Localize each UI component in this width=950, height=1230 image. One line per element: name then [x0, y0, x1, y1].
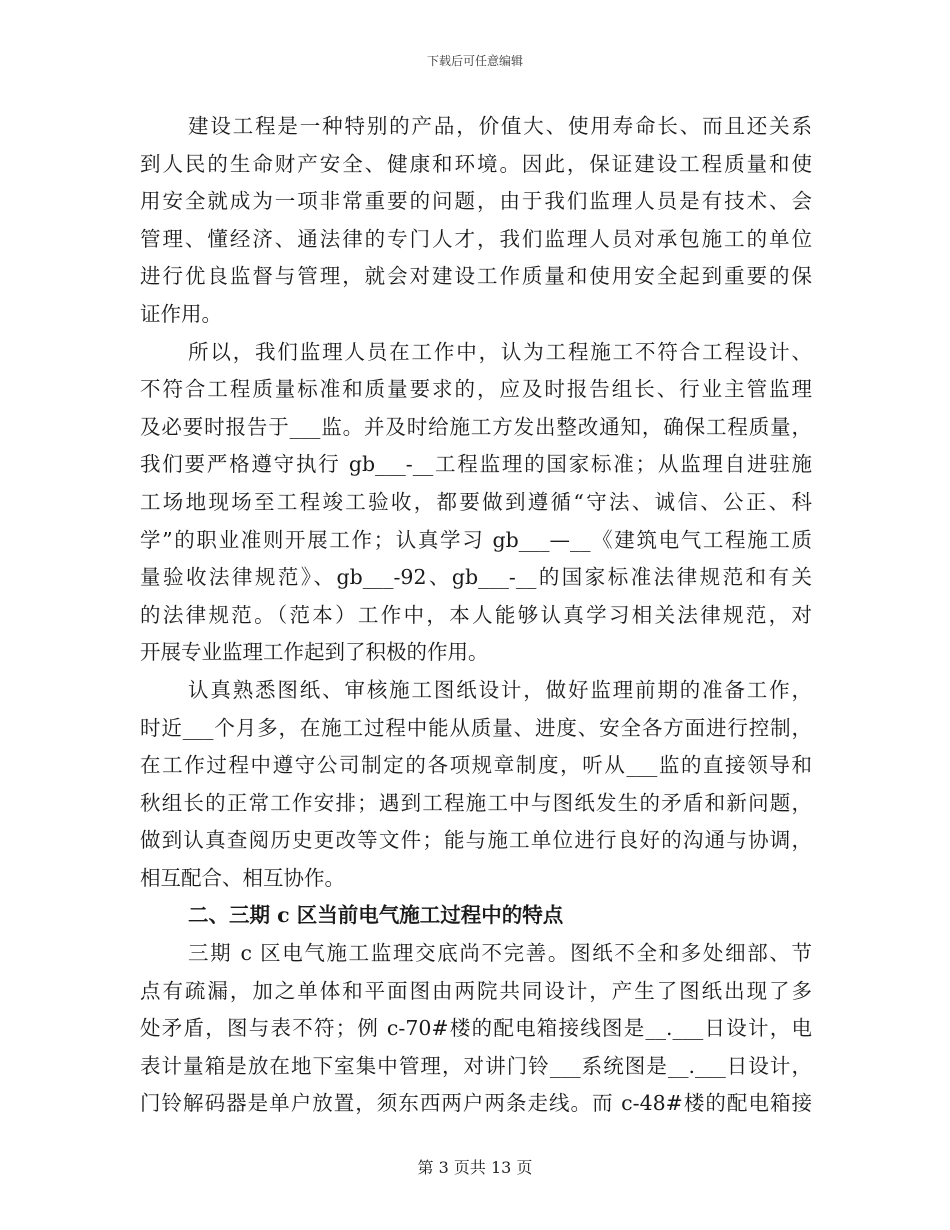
paragraph-line: 我们要严格遵守执行 gb___-__工程监理的国家标准；从监理自进驻施 — [140, 452, 812, 477]
paragraph-line: 及必要时报告于___监。并及时给施工方发出整改通知，确保工程质量， — [140, 414, 812, 439]
paragraph-line: 相互配合、相互协作。 — [140, 865, 345, 890]
paragraph-line: 工场地现场至工程竣工验收，都要做到遵循“守法、诚信、公正、科 — [140, 489, 812, 514]
paragraph — [140, 334, 812, 672]
paragraph-line: 到人民的生命财产安全、健康和环境。因此，保证建设工程质量和使 — [140, 151, 812, 176]
paragraph-line: 点有疏漏，加之单体和平面图由两院共同设计，产生了图纸出现了多 — [140, 978, 812, 1003]
paragraph — [140, 672, 812, 898]
paragraph-line: 管理、懂经济、通法律的专门人才，我们监理人员对承包施工的单位 — [140, 226, 812, 251]
paragraph-line: 门铃解码器是单户放置，须东西两户两条走线。而 c-48#楼的配电箱接 — [140, 1091, 812, 1116]
heading-text: 二、三期 c 区当前电气施工过程中的特点 — [188, 903, 564, 928]
paragraph-line: 不符合工程质量标准和质量要求的，应及时报告组长、行业主管监理 — [140, 377, 812, 402]
section-heading — [140, 897, 812, 935]
paragraph-line: 开展专业监理工作起到了积极的作用。 — [140, 640, 489, 665]
paragraph-line: 认真熟悉图纸、审核施工图纸设计，做好监理前期的准备工作， — [188, 677, 812, 702]
paragraph-line: 所以，我们监理人员在工作中，认为工程施工不符合工程设计、 — [188, 339, 812, 364]
paragraph-line: 建设工程是一种特别的产品，价值大、使用寿命长、而且还关系 — [188, 114, 812, 138]
paragraph-line: 的法律规范。（范本）工作中，本人能够认真学习相关法律规范，对 — [140, 602, 812, 627]
paragraph-line: 表计量箱是放在地下室集中管理，对讲门铃___系统图是__.___日设计， — [140, 1053, 812, 1078]
paragraph-line: 做到认真查阅历史更改等文件；能与施工单位进行良好的沟通与协调， — [140, 828, 812, 853]
page-footer: 第 3 页共 13 页 — [417, 1158, 533, 1177]
paragraph-line: 用安全就成为一项非常重要的问题，由于我们监理人员是有技术、会 — [140, 189, 812, 214]
paragraph-line: 证作用。 — [140, 301, 222, 326]
paragraph-line: 处矛盾，图与表不符；例 c-70#楼的配电箱接线图是__.___日设计，电 — [140, 1016, 812, 1041]
paragraph-line: 时近___个月多，在施工过程中能从质量、进度、安全各方面进行控制， — [140, 715, 812, 740]
paragraph-line: 秋组长的正常工作安排；遇到工程施工中与图纸发生的矛盾和新问题， — [140, 790, 812, 815]
paragraph-line: 进行优良监督与管理，就会对建设工作质量和使用安全起到重要的保 — [140, 264, 812, 289]
document-body — [140, 108, 812, 1123]
paragraph-line: 学”的职业准则开展工作；认真学习 gb___—__《建筑电气工程施工质 — [140, 527, 812, 552]
paragraph-line: 在工作过程中遵守公司制定的各项规章制度，听从___监的直接领导和 — [140, 753, 812, 778]
paragraph-line: 量验收法律规范》、gb___-92、gb___-__的国家标准法律规范和有关 — [140, 565, 812, 590]
paragraph — [140, 935, 812, 1123]
paragraph-line: 三期 c 区电气施工监理交底尚不完善。图纸不全和多处细部、节 — [188, 941, 812, 966]
paragraph — [140, 108, 812, 334]
page-header: 下载后可任意编辑 — [426, 54, 523, 68]
